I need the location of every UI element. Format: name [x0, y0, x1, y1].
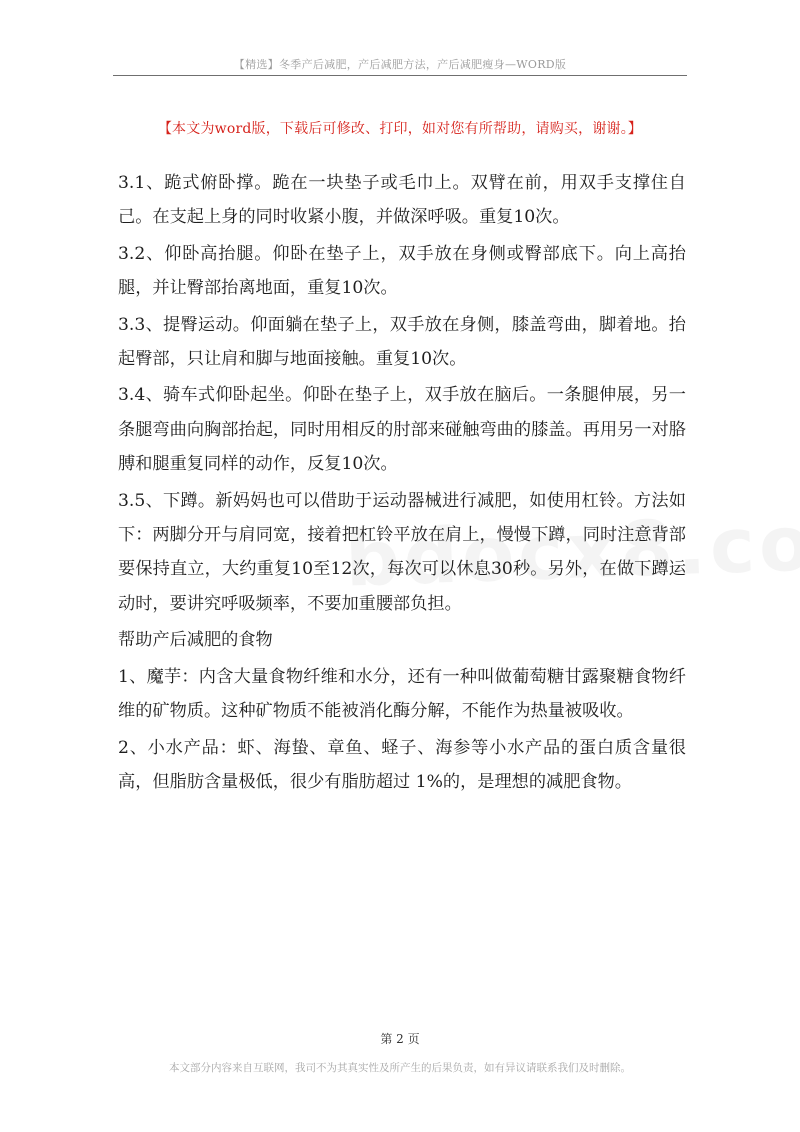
download-notice: 【本文为word版，下载后可修改、打印，如对您有所帮助，请购买，谢谢。】 — [157, 121, 643, 137]
header-divider — [113, 75, 687, 76]
page-header: 【精选】冬季产后减肥，产后减肥方法，产后减肥瘦身—WORD版 — [233, 58, 567, 71]
paragraph-seafood: 2、小水产品：虾、海蛰、章鱼、蛏子、海参等小水产品的蛋白质含量很高，但脂肪含量极低，很少有脂肪超过 1%的，是理想的减肥食物。 — [118, 737, 686, 792]
paragraph-hip-lift: 3.3、提臀运动。仰面躺在垫子上，双手放在身侧，膝盖弯曲，脚着地。抬起臀部，只让肩和脚与地面接触。重复10次。 — [118, 314, 686, 370]
section-heading-foods: 帮助产后减肥的食物 — [118, 630, 273, 651]
document-body — [118, 166, 686, 801]
paragraph-squat: 3.5、下蹲。新妈妈也可以借助于运动器械进行减肥，如使用杠铃。方法如下：两脚分开与肩同宽，接着把杠铃平放在肩上，慢慢下蹲，同时注意背部要保持直立，大约重复10至12次，每次可以休息30秒。另外，在做下蹲运动时，要讲究呼吸频率，不要加重腰部负担。 — [118, 490, 686, 614]
page-number: 第 2 页 — [380, 1032, 420, 1046]
page-footer: 本文部分内容来自互联网，我司不为其真实性及所产生的后果负责，如有异议请联系我们及时删除。 — [169, 1062, 631, 1074]
paragraph-kneeling-pushup: 3.1、跪式俯卧撑。跪在一块垫子或毛巾上。双臂在前，用双手支撑住自己。在支起上身的同时收紧小腹，并做深呼吸。重复10次。 — [118, 173, 686, 228]
paragraph-konjac: 1、魔芋：内含大量食物纤维和水分，还有一种叫做葡萄糖甘露聚糖食物纤维的矿物质。这种矿物质不能被消化酶分解，不能作为热量被吸收。 — [118, 666, 686, 722]
paragraph-leg-raise: 3.2、仰卧高抬腿。仰卧在垫子上，双手放在身侧或臀部底下。向上高抬腿，并让臀部抬离地面，重复10次。 — [118, 243, 686, 299]
paragraph-bicycle-crunch: 3.4、骑车式仰卧起坐。仰卧在垫子上，双手放在脑后。一条腿伸展，另一条腿弯曲向胸部抬起，同时用相反的肘部来碰触弯曲的膝盖。再用另一对胳膊和腿重复同样的动作，反复10次。 — [118, 385, 686, 475]
